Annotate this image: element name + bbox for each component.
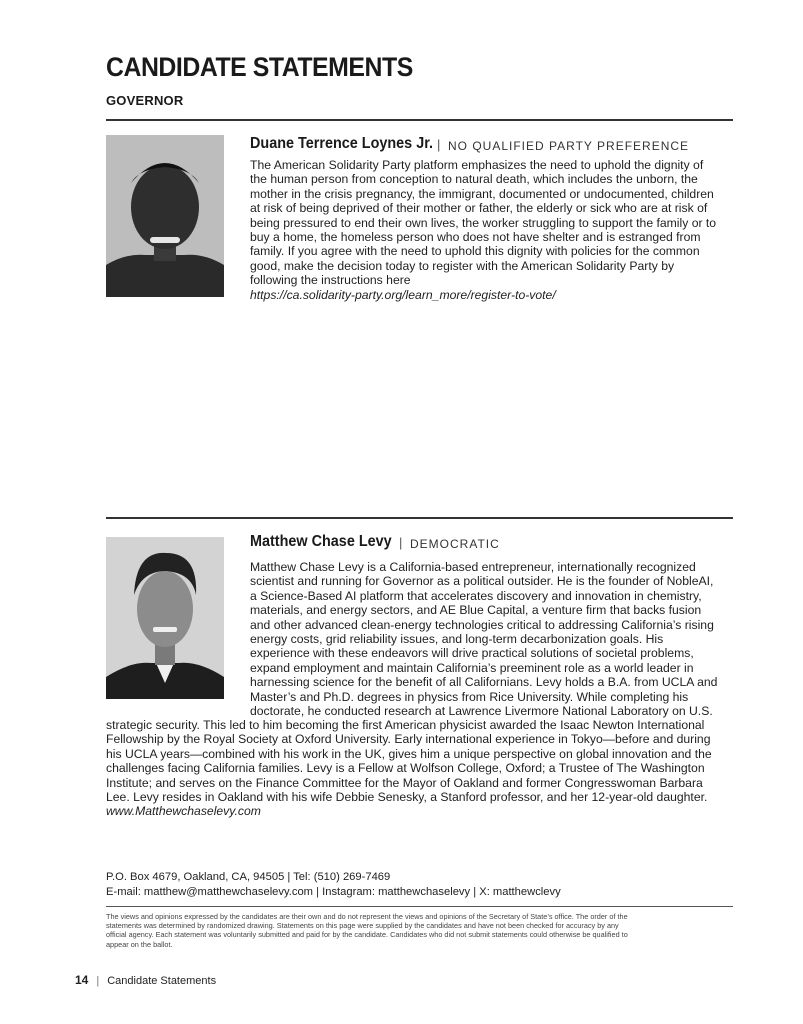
disclaimer-line: official agency. Each statement was voluntarily submitted and paid for by the candidate. Candidates who did not submit statements could otherwise be qualified to (106, 930, 628, 940)
statement-line: the human person from conception to natural death, which includes the unborn, the (250, 172, 698, 187)
section-divider (106, 517, 733, 519)
statement-line: family. If you agree with the need to uphold this dignity with policies for the common (250, 244, 700, 259)
candidate-photo (106, 537, 224, 699)
candidate-statement-continued (106, 718, 736, 819)
statement-line: Fellowship by the Royal Society at Oxford University. Early international experience in Tokyo—before and during (106, 732, 711, 747)
section-divider (106, 119, 733, 121)
name-party-separator: | (399, 535, 403, 550)
page-footer (75, 973, 216, 987)
disclaimer-divider (106, 906, 733, 907)
statement-line: buy a home, the homeless person who does not have shelter and is estranged from (250, 230, 701, 245)
statement-line: materials, and energy sectors, and AE Blue Capital, a venture firm that backs fusion (250, 603, 702, 618)
statement-line: experience with these endeavors will drive practical solutions of societal problems, (250, 646, 694, 661)
statement-line: at risk of being deprived of their mother or father, the elderly or sick who are at risk of (250, 201, 708, 216)
statement-line: challenges facing California families. Levy is a Fellow at Wolfson College, Oxford; a Trustee of The Washington (106, 761, 705, 776)
statement-line: following the instructions here (250, 273, 411, 288)
candidate-link[interactable]: www.Matthewchaselevy.com (106, 804, 261, 819)
statement-line: Lee. Levy resides in Oakland with his wife Debbie Senesky, a Stanford professor, and her 12-year-old daughter. (106, 790, 708, 805)
statement-line: Institute; and serves on the Finance Committee for the Mayor of Oakland and former Congresswoman Barbara (106, 775, 703, 790)
statement-line: Master’s and Ph.D. degrees in physics from Rice University. While completing his (250, 689, 689, 704)
page-title: CANDIDATE STATEMENTS (106, 52, 413, 82)
statement-line: The American Solidarity Party platform emphasizes the need to uphold the dignity of (250, 158, 704, 172)
candidate-name: Matthew Chase Levy (250, 533, 392, 550)
name-party-separator: | (437, 137, 441, 152)
statement-line: doctorate, he conducted research at Lawrence Livermore National Laboratory on U.S. (250, 704, 713, 719)
statement-line: expand employment and maintain California’s preeminent role as a world leader in (250, 660, 694, 675)
candidate-party: DEMOCRATIC (410, 537, 500, 551)
statement-line: harnessing science for the benefit of all Californians. Levy holds a B.A. from UCLA and (250, 675, 718, 690)
candidate-name: Duane Terrence Loynes Jr. (250, 135, 434, 152)
statement-line: good, make the decision today to register with the American Solidarity Party by (250, 258, 675, 273)
statement-line: strategic security. This led to him becoming the first American physicist awarded the Isaac Newton International (106, 718, 705, 732)
statement-line: his UCLA years—combined with his work in the UK, gives him a unique perspective on global innovation and the (106, 746, 712, 761)
candidate-statement (250, 158, 740, 302)
candidate-link[interactable]: https://ca.solidarity-party.org/learn_more/register-to-vote/ (250, 287, 556, 302)
statement-line: scientist and running for Governor as a political outsider. He is the founder of NobleAI, (250, 574, 714, 589)
disclaimer-line: appear on the ballot. (106, 939, 173, 949)
statement-line: a Science-Based AI platform that accelerates discovery and innovation in chemistry, (250, 588, 702, 603)
statement-line: being pressured to end their own lives, the worker struggling to support the family or to (250, 215, 717, 230)
candidate-party: NO QUALIFIED PARTY PREFERENCE (448, 139, 690, 153)
disclaimer-line: statements was determined by randomized drawing. Statements on this page were supplied by the candidates and have not been checked for accuracy by any (106, 921, 619, 931)
statement-line: mother in the crisis pregnancy, the immigrant, documented or undocumented, children (250, 186, 714, 201)
statement-line: and other advanced clean-energy technologies critical to addressing California’s rising (250, 617, 714, 632)
contact-line: E-mail: matthew@matthewchaselevy.com | Instagram: matthewchaselevy | X: matthewclevy (106, 886, 561, 898)
footer-label: Candidate Statements (107, 975, 217, 987)
page-number: 14 (75, 973, 89, 987)
contact-line: P.O. Box 4679, Oakland, CA, 94505 | Tel: (510) 269-7469 (106, 871, 391, 883)
disclaimer (106, 912, 734, 949)
disclaimer-line: The views and opinions expressed by the candidates are their own and do not represent the views and opinions of the Secretary of State’s office. The order of the (106, 912, 628, 921)
candidate-statement (250, 560, 740, 718)
candidate-photo (106, 135, 224, 297)
statement-line: Matthew Chase Levy is a California-based entrepreneur, internationally recognized (250, 560, 696, 574)
section-title: GOVERNOR (106, 93, 184, 108)
footer-separator: | (96, 975, 100, 987)
statement-line: energy costs, grid reliability issues, and long-term decarbonization goals. His (250, 632, 664, 647)
